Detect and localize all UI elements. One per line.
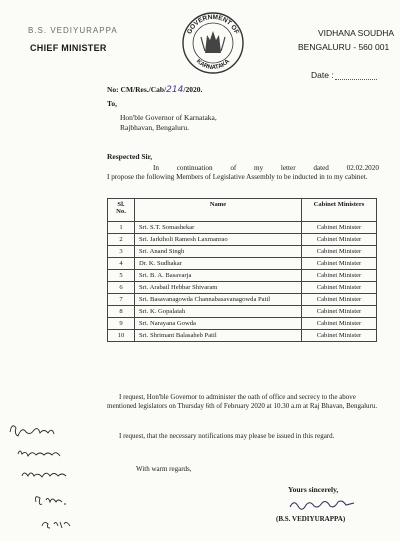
sender-title: CHIEF MINISTER <box>30 43 107 53</box>
sl-cell: 9 <box>108 318 135 330</box>
sl-cell: 4 <box>108 258 135 270</box>
svg-text:GOVERNMENT OF: GOVERNMENT OF <box>185 13 241 36</box>
cabinet-ministers-table <box>107 198 377 342</box>
name-cell: Sri. Narayana Gowda <box>135 318 302 330</box>
role-cell: Cabinet Minister <box>302 258 377 270</box>
address-line-1: VIDHANA SOUDHA <box>318 28 395 38</box>
header-name: Name <box>135 199 302 222</box>
header-cabinet-ministers: Cabinet Ministers <box>302 199 377 222</box>
word: 02.02.2020 <box>346 164 379 172</box>
date-field-line <box>335 79 377 80</box>
table-row <box>108 258 377 270</box>
recipient-line-1: Hon'ble Governor of Karnataka, <box>120 113 217 122</box>
sl-cell: 6 <box>108 282 135 294</box>
sl-cell: 1 <box>108 222 135 234</box>
table-row <box>108 234 377 246</box>
word: In <box>153 164 159 172</box>
role-cell: Cabinet Minister <box>302 234 377 246</box>
paragraph-proposal-rest: I propose the following Members of Legislative Assembly to be inducted in to my cabinet. <box>107 173 368 181</box>
table-row <box>108 270 377 282</box>
paragraph-oath-request: I request, Hon'ble Governor to administer the oath of office and secrecy to the above mentioned legislators on Thursday 6th of February 2020 at 10.30 a.m at Raj Bhavan, Bengaluru. <box>107 393 378 410</box>
handwritten-reference-number: 214 <box>166 85 184 95</box>
role-cell: Cabinet Minister <box>302 294 377 306</box>
reference-suffix: /2020. <box>183 85 203 94</box>
role-cell: Cabinet Minister <box>302 246 377 258</box>
name-cell: Dr. K. Sudhakar <box>135 258 302 270</box>
salutation: Respected Sir, <box>107 152 153 161</box>
signature-icon <box>288 497 356 511</box>
word: dated <box>313 164 329 172</box>
name-cell: Sri. Anand Singh <box>135 246 302 258</box>
warm-regards: With warm regards, <box>136 465 192 473</box>
role-cell: Cabinet Minister <box>302 330 377 342</box>
table-row <box>108 222 377 234</box>
reference-number <box>107 85 202 95</box>
sender-name: B.S. VEDIYURAPPA <box>28 26 118 35</box>
word: my <box>254 164 264 172</box>
paragraph-notification-request: I request, that the necessary notifications may please be issued in this regard. <box>119 432 335 440</box>
paragraph-proposal-first-line <box>107 164 379 173</box>
sl-cell: 7 <box>108 294 135 306</box>
name-cell: Sri. Arabail Hebbar Shivaram <box>135 282 302 294</box>
role-cell: Cabinet Minister <box>302 222 377 234</box>
to-label: To, <box>107 99 117 108</box>
sl-cell: 2 <box>108 234 135 246</box>
sl-cell: 3 <box>108 246 135 258</box>
table-row <box>108 246 377 258</box>
word: letter <box>280 164 296 172</box>
table-row <box>108 294 377 306</box>
name-cell: Sri. Basavanagowda Channabasavanagowda Patil <box>135 294 302 306</box>
header-sl-no: Sl. No. <box>108 199 135 222</box>
paragraph-proposal <box>107 164 379 182</box>
name-cell: Sri. S.T. Somashekar <box>135 222 302 234</box>
reference-prefix: No: CM/Res./Cab/ <box>107 85 167 94</box>
recipient-line-2: Rajbhavan, Bengaluru. <box>120 123 189 132</box>
name-cell: Sri. K. Gopalaiah <box>135 306 302 318</box>
role-cell: Cabinet Minister <box>302 318 377 330</box>
address-line-2: BENGALURU - 560 001 <box>298 42 390 52</box>
handwritten-margin-notes-icon <box>4 418 78 538</box>
word: continuation <box>176 164 213 172</box>
government-seal-icon <box>181 11 245 75</box>
sl-cell: 5 <box>108 270 135 282</box>
word: of <box>230 164 237 172</box>
table-row <box>108 318 377 330</box>
closing-yours-sincerely: Yours sincerely, <box>288 485 339 494</box>
sl-cell: 10 <box>108 330 135 342</box>
role-cell: Cabinet Minister <box>302 306 377 318</box>
signatory-name: (B.S. VEDIYURAPPA) <box>276 515 346 523</box>
sl-cell: 8 <box>108 306 135 318</box>
date-label: Date : <box>311 70 334 80</box>
table-header-row <box>108 199 377 222</box>
name-cell: Sri. Shrimant Balasaheb Patil <box>135 330 302 342</box>
table-row <box>108 306 377 318</box>
role-cell: Cabinet Minister <box>302 270 377 282</box>
name-cell: Sri. Jarkiholi Ramesh Laxmanrao <box>135 234 302 246</box>
name-cell: Sri. B. A. Basavarja <box>135 270 302 282</box>
role-cell: Cabinet Minister <box>302 282 377 294</box>
table-row <box>108 330 377 342</box>
table-row <box>108 282 377 294</box>
svg-text:KARNATAKA: KARNATAKA <box>194 58 232 72</box>
